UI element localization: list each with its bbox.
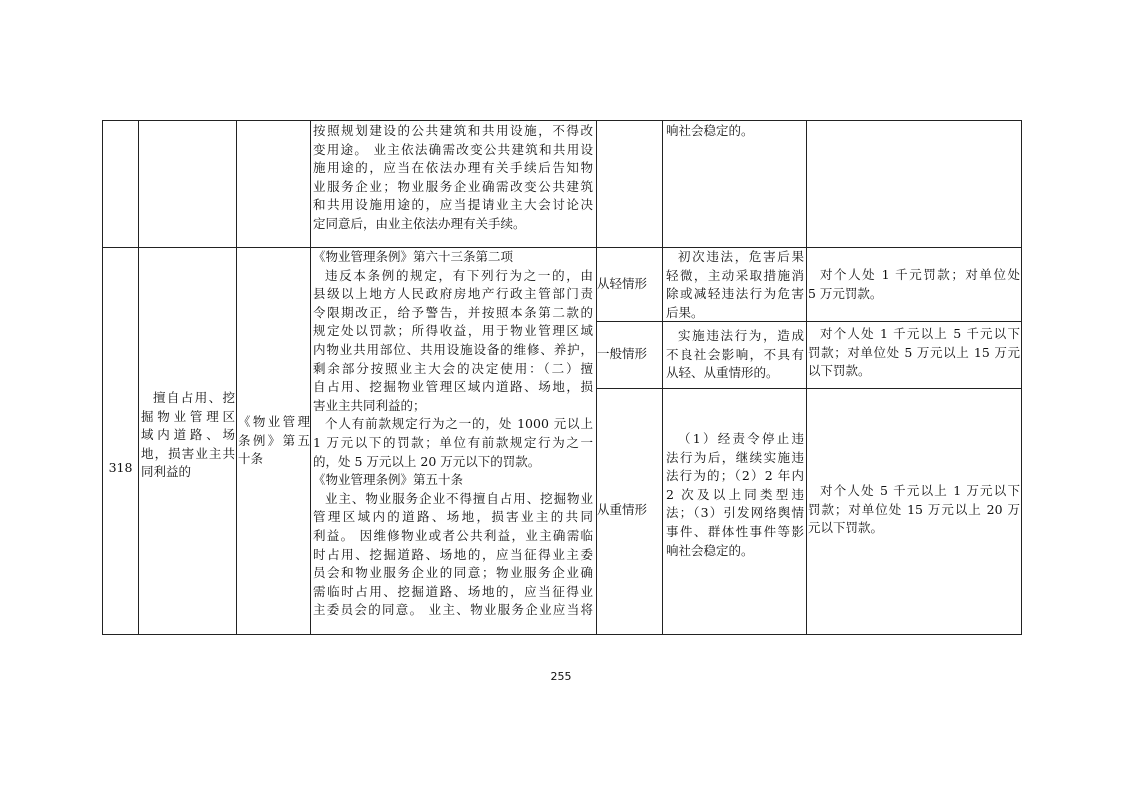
level-name-general <box>597 345 661 364</box>
col-divider <box>236 120 237 635</box>
basis-line: 自占用、挖掘物业管理区域内道路、场地，损 <box>313 379 593 395</box>
row-number <box>103 459 138 478</box>
basis-cell-continued <box>313 122 593 234</box>
provision-line: 条例》第五 <box>238 432 310 448</box>
basis-line: 业主、物业服务企业不得擅自占用、挖掘物业 <box>325 490 593 506</box>
basis-line: 业服务企业；物业服务企业确需改变公共建筑 <box>313 178 593 194</box>
penalty-cell-general <box>808 325 1020 381</box>
circumstance-line: 事件、群体性事件等影 <box>666 523 804 539</box>
basis-line: 县级以上地方人民政府房地产行政主管部门责 <box>313 286 593 302</box>
penalty-line: 罚款；对单位处 5 万元以上 15 万元 <box>808 344 1020 360</box>
provision-cell <box>238 413 310 469</box>
circumstance-line: 法行为后，继续实施违 <box>666 449 804 465</box>
penalty-line: 5 万元罚款。 <box>808 285 883 301</box>
level-divider <box>596 321 1022 322</box>
penalty-line: 对个人处 1 千元罚款；对单位处 <box>820 267 1020 282</box>
table-border-bottom <box>102 634 1022 635</box>
circumstance-cell-severe <box>666 430 804 560</box>
circumstance-line: 法；（3）引发网络舆情 <box>666 505 804 521</box>
circumstance-line: 法行为的；（2）2 年内 <box>666 468 804 484</box>
basis-line: 主委员会的同意。 业主、物业服务企业应当将 <box>313 602 593 618</box>
level-name: 一般情形 <box>597 346 648 361</box>
penalty-cell-lenient <box>808 266 1020 303</box>
basis-line: 施用途的，应当在依法办理有关手续后告知物 <box>313 160 593 176</box>
basis-line: 1 万元以下的罚款；单位有前款规定行为之一 <box>313 434 593 450</box>
table-border-top <box>102 120 1022 121</box>
basis-line: 剩余部分按照业主大会的决定使用：（二）擅 <box>313 360 593 376</box>
level-name-severe <box>597 501 661 520</box>
basis-line: 规定处以罚款；所得收益，用于物业管理区域 <box>313 323 593 339</box>
penalty-line: 对个人处 5 千元以上 1 万元以下 <box>820 483 1020 498</box>
circumstance-line: 从轻、从重情形的。 <box>666 365 779 381</box>
circumstance-line: 响社会稳定的。 <box>666 123 754 138</box>
basis-line: 和共用设施用途的，应当提请业主大会讨论决 <box>313 197 593 213</box>
basis-line: 《物业管理条例》第五十条 <box>313 472 464 488</box>
basis-line: 员会和物业服务企业的同意；物业服务企业确 <box>313 565 593 581</box>
circumstance-line: 2 次及以上同类型违 <box>666 486 804 502</box>
page-number: 255 <box>550 670 572 683</box>
level-divider <box>596 388 1022 389</box>
basis-cell <box>313 248 593 620</box>
item-line: 擅自占用、挖 <box>153 390 235 405</box>
circumstance-line: 后果。 <box>666 304 704 320</box>
item-line: 域内道路、场 <box>141 427 235 443</box>
level-name: 从轻情形 <box>597 276 648 291</box>
basis-line: 时占用、挖掘道路、场地的，应当征得业主委 <box>313 546 593 562</box>
circumstance-line: 轻微，主动采取措施消 <box>666 267 804 283</box>
level-name: 从重情形 <box>597 502 648 517</box>
circumstance-cell-general <box>666 327 804 383</box>
col-divider <box>310 120 311 635</box>
basis-line: 个人有前款规定行为之一的，处 1000 元以上 <box>325 416 593 432</box>
basis-line: 违反本条例的规定，有下列行为之一的，由 <box>325 267 593 283</box>
circumstance-line: 除或减轻违法行为危害 <box>666 286 804 302</box>
table-border-left <box>102 120 103 635</box>
circumstance-line: 不良社会影响，不具有 <box>666 346 804 362</box>
basis-line: 《物业管理条例》第六十三条第二项 <box>313 249 514 264</box>
circumstance-line: 初次违法，危害后果 <box>678 249 804 264</box>
circumstance-cell-continued <box>666 122 804 141</box>
basis-line: 定同意后，由业主依法办理有关手续。 <box>313 215 526 231</box>
basis-line: 令限期改正，给予警告，并按照本条第二款的 <box>313 304 593 320</box>
table-border-right <box>1021 120 1022 635</box>
item-line: 地，损害业主共 <box>141 445 235 461</box>
item-cell <box>141 389 235 482</box>
basis-line: 管理区域内的道路、场地，损害业主的共同 <box>313 509 593 525</box>
item-line: 掘物业管理区 <box>141 408 235 424</box>
level-name-lenient <box>597 275 661 294</box>
col-divider <box>806 120 807 635</box>
provision-line: 《物业管理 <box>238 414 310 429</box>
basis-line: 利益。 因维修物业或者公共利益，业主确需临 <box>313 527 593 543</box>
col-divider <box>596 120 597 635</box>
basis-line: 变用途。 业主依法确需改变公共建筑和共用设 <box>313 141 593 157</box>
circumstance-cell-lenient <box>666 248 804 322</box>
basis-line: 按照规划建设的公共建筑和共用设施，不得改 <box>313 123 593 138</box>
penalty-cell-severe <box>808 482 1020 538</box>
basis-line: 的，处 5 万元以上 20 万元以下的罚款。 <box>313 453 541 469</box>
basis-line: 需临时占用、挖掘道路、场地的，应当征得业 <box>313 583 593 599</box>
penalty-line: 罚款；对单位处 15 万元以上 20 万 <box>808 501 1020 517</box>
penalty-line: 以下罚款。 <box>808 363 871 379</box>
provision-line: 十条 <box>238 451 264 467</box>
col-divider <box>138 120 139 635</box>
penalty-line: 元以下罚款。 <box>808 520 884 536</box>
col-divider <box>662 120 663 635</box>
item-line: 同利益的 <box>141 464 192 480</box>
circumstance-line: 实施违法行为，造成 <box>678 328 804 343</box>
circumstance-line: （1）经责令停止违 <box>678 431 804 446</box>
basis-line: 害业主共同利益的； <box>313 397 426 413</box>
penalty-line: 对个人处 1 千元以上 5 千元以下 <box>820 326 1020 341</box>
row-number-text: 318 <box>108 460 133 475</box>
circumstance-line: 响社会稳定的。 <box>666 542 754 558</box>
basis-line: 内物业共用部位、共用设施设备的维修、养护， <box>313 341 593 357</box>
